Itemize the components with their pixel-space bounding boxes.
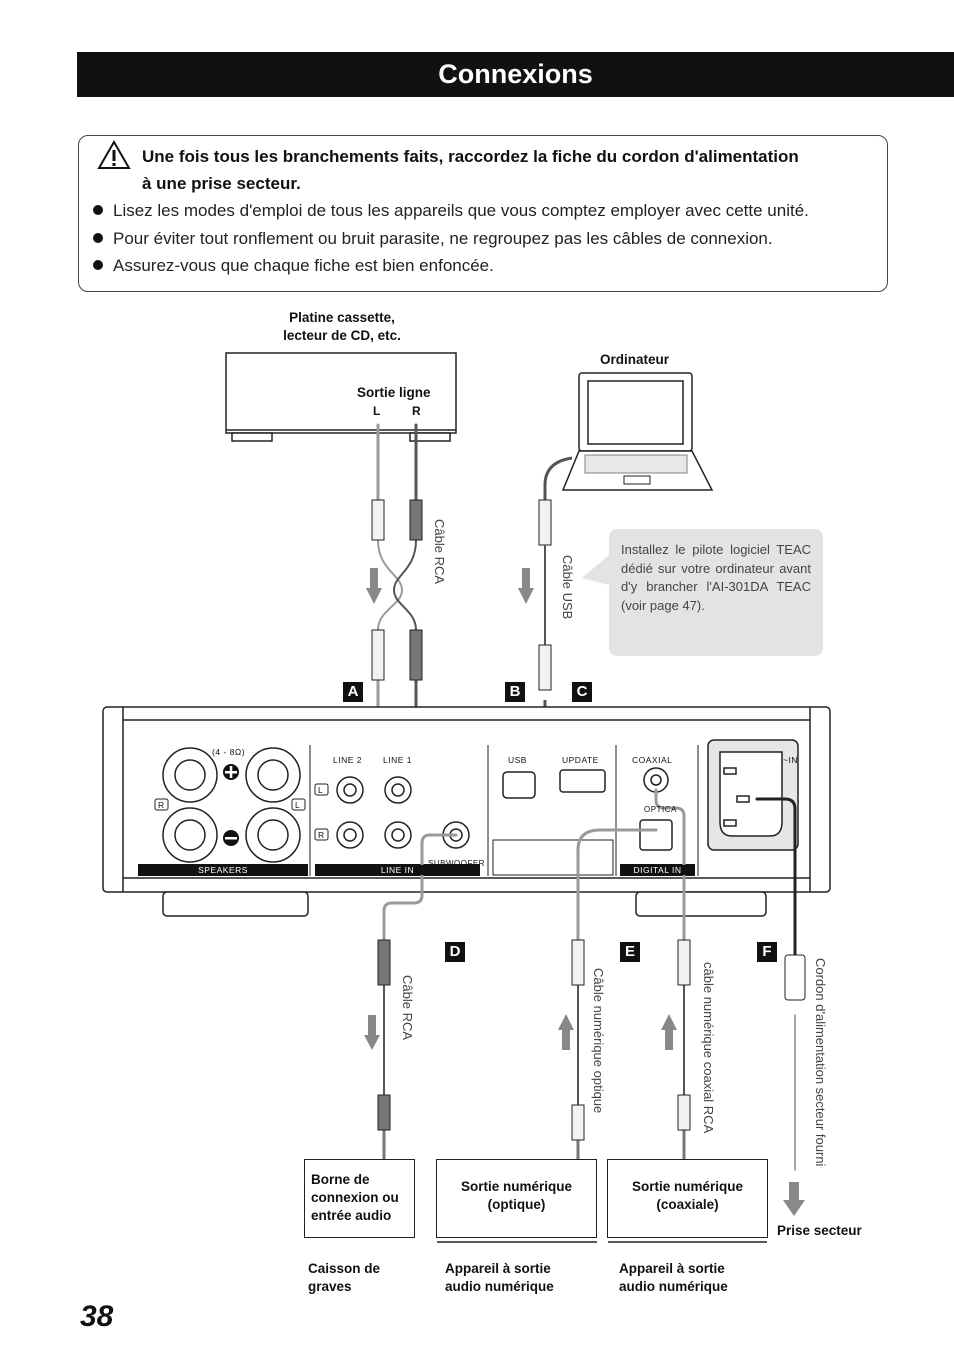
- connection-letter-b: B: [505, 682, 525, 702]
- line-in-band: LINE IN: [315, 865, 480, 875]
- coaxial-output-label: Sortie numérique (coaxiale): [631, 1179, 744, 1212]
- connection-letter-d: D: [445, 942, 465, 962]
- update-port-label: UPDATE: [562, 755, 599, 765]
- cassette-label-1: Platine cassette,: [289, 310, 395, 325]
- connection-letter-f: F: [757, 942, 777, 962]
- line-r-label: R: [318, 830, 325, 840]
- driver-note: Installez le pilote logiciel TEAC dédié sur votre ordinateur avant d'y brancher l'AI-301DA TEAC (voir page 47).: [609, 529, 823, 656]
- subwoofer-input-box: [304, 1159, 415, 1238]
- connection-letter-a: A: [343, 682, 363, 702]
- rca-cable-label: Câble RCA: [432, 519, 447, 585]
- usb-cable-label: Câble USB: [560, 555, 575, 620]
- line2-label: LINE 2: [333, 755, 362, 765]
- optical-output-box: [436, 1159, 597, 1238]
- line-l-label: L: [318, 785, 324, 795]
- optical-output-label: Sortie numérique (optique): [460, 1179, 573, 1212]
- speakers-band: SPEAKERS: [138, 865, 308, 875]
- digital-in-band: DIGITAL IN: [620, 865, 695, 875]
- subwoofer-label-2: OUT: [446, 868, 465, 877]
- subwoofer-input-label: Borne de connexion ou entrée audio: [311, 1172, 399, 1223]
- coaxial-cable-label: câble numérique coaxial RCA: [701, 962, 716, 1134]
- line1-label: LINE 1: [383, 755, 412, 765]
- caution-bullet: Pour éviter tout ronflement ou bruit parasite, ne regroupez pas les câbles de connexion.: [93, 228, 773, 250]
- right-label: R: [412, 404, 421, 418]
- ac-in-label: ~IN: [783, 755, 798, 765]
- caution-title-1: Une fois tous les branchements faits, raccordez la fiche du cordon d'alimentation: [142, 147, 799, 166]
- page-number: 38: [80, 1300, 114, 1333]
- speaker-l-label: L: [295, 800, 301, 810]
- subwoofer-caption: Caisson de graves: [308, 1261, 381, 1294]
- laptop-icon: [563, 373, 712, 490]
- impedance-label: (4 - 8Ω): [212, 747, 246, 757]
- cassette-label-2: lecteur de CD, etc.: [283, 328, 401, 343]
- coaxial-port-label: COAXIAL: [632, 755, 673, 765]
- coaxial-output-box: [607, 1159, 768, 1238]
- optical-caption: Appareil à sortie audio numérique: [445, 1261, 554, 1294]
- subwoofer-label-1: SUBWOOFER: [428, 859, 485, 868]
- optical-port-label: OPTICA: [644, 805, 677, 814]
- usb-port-label: USB: [508, 755, 527, 765]
- caution-title-2: à une prise secteur.: [142, 174, 301, 193]
- left-label: L: [373, 404, 381, 418]
- power-cord-label: Cordon d'alimentation secteur fourni: [813, 958, 828, 1167]
- caution-bullet: Assurez-vous que chaque fiche est bien enfoncée.: [93, 255, 494, 277]
- page-title: Connexions: [77, 52, 954, 97]
- speaker-r-label: R: [158, 800, 165, 810]
- outlet-label: Prise secteur: [777, 1223, 862, 1238]
- line-out-label: Sortie ligne: [357, 385, 431, 400]
- caution-bullet: Lisez les modes d'emploi de tous les appareils que vous comptez employer avec cette unité.: [93, 200, 809, 222]
- sub-cable-label: Câble RCA: [400, 975, 415, 1041]
- computer-label: Ordinateur: [600, 352, 670, 367]
- optical-cable-label: Câble numérique optique: [591, 968, 606, 1114]
- connection-letter-c: C: [572, 682, 592, 702]
- connection-letter-e: E: [620, 942, 640, 962]
- coaxial-caption: Appareil à sortie audio numérique: [619, 1261, 728, 1294]
